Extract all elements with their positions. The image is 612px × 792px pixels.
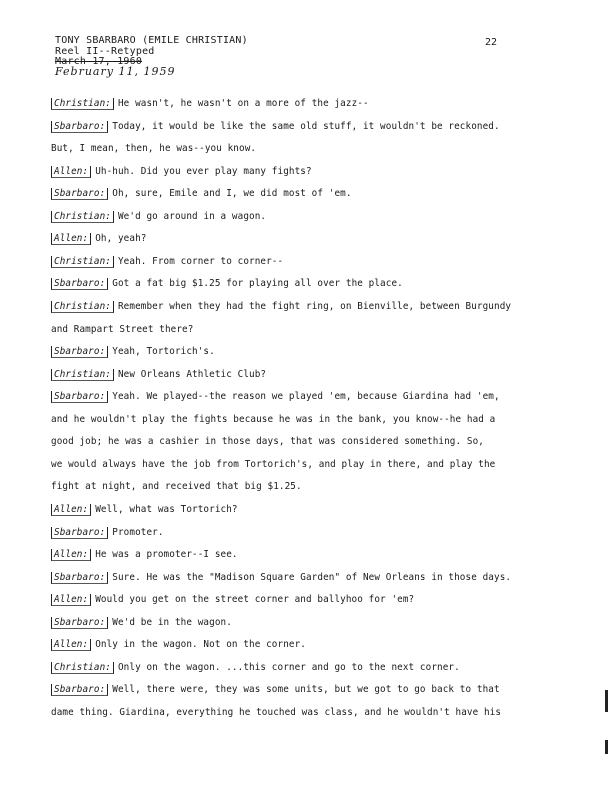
reel-label: Reel II--Retyped [55, 46, 155, 57]
transcript-line [51, 436, 484, 447]
speaker-label: Sbarbaro: [51, 572, 108, 584]
speaker-label: Allen: [51, 594, 91, 606]
line-text: We'd be in the wagon. [112, 616, 232, 628]
line-text: But, I mean, then, he was--you know. [51, 143, 257, 155]
transcript-line [51, 188, 352, 200]
margin-mark [605, 690, 608, 712]
transcript-line [51, 684, 500, 696]
transcript-line [51, 391, 500, 403]
transcript-line [51, 301, 511, 313]
line-text: Yeah. We played--the reason we played 'em, because Giardina had 'em, [112, 391, 500, 403]
transcript-line [51, 707, 501, 718]
speaker-label: Allen: [51, 233, 91, 245]
margin-mark [605, 740, 608, 754]
transcript-line [51, 324, 193, 335]
transcript-line [51, 346, 215, 358]
transcript-line [51, 639, 306, 651]
transcript-line [51, 121, 500, 133]
speaker-label: Sbarbaro: [51, 188, 108, 200]
line-text: Would you get on the street corner and ballyhoo for 'em? [95, 594, 415, 606]
transcript-line [51, 549, 238, 561]
line-text: Only on the wagon. ...this corner and go to the next corner. [117, 661, 460, 673]
speaker-label: Sbarbaro: [51, 278, 108, 290]
document-title: TONY SBARBARO (EMILE CHRISTIAN) [55, 35, 248, 46]
speaker-label: Allen: [51, 504, 91, 516]
line-text: good job; he was a cashier in those days, that was considered something. So, [51, 436, 484, 448]
line-text: fight at night, and received that big $1.25. [51, 481, 302, 493]
transcript-line [51, 594, 414, 606]
speaker-label: Allen: [51, 166, 91, 178]
line-text: we would always have the job from Tortorich's, and play in there, and play the [51, 458, 496, 470]
line-text: Promoter. [112, 526, 164, 538]
line-text: Oh, sure, Emile and I, we did most of 'em. [112, 188, 352, 200]
speaker-label: Sbarbaro: [51, 617, 108, 629]
line-text: and he wouldn't play the fights because he was in the bank, you know--he had a [51, 413, 496, 425]
transcript-line [51, 143, 256, 154]
transcript-line [51, 256, 283, 268]
line-text: Only in the wagon. Not on the corner. [95, 639, 306, 651]
speaker-label: Sbarbaro: [51, 527, 108, 539]
transcript-line [51, 278, 403, 290]
handwritten-date: February 11, 1959 [55, 65, 176, 78]
speaker-label: Allen: [51, 549, 91, 561]
transcript-line [51, 233, 146, 245]
speaker-label: Christian: [51, 211, 114, 223]
transcript-line [51, 211, 266, 223]
line-text: Yeah, Tortorich's. [112, 346, 215, 358]
transcript-line [51, 504, 238, 516]
transcript-line [51, 527, 164, 539]
transcript-line [51, 459, 495, 470]
line-text: Yeah. From corner to corner-- [117, 255, 284, 267]
line-text: and Rampart Street there? [51, 323, 194, 335]
line-text: Well, what was Tortorich? [95, 503, 238, 515]
line-text: Got a fat big $1.25 for playing all over the place. [112, 278, 403, 290]
line-text: Today, it would be like the same old stuff, it wouldn't be reckoned. [112, 120, 500, 132]
speaker-label: Christian: [51, 662, 114, 674]
transcript-line [51, 414, 495, 425]
transcript-line [51, 617, 232, 629]
line-text: Oh, yeah? [95, 233, 147, 245]
line-text: He was a promoter--I see. [95, 549, 238, 560]
line-text: He wasn't, he wasn't on a more of the jazz-- [117, 98, 369, 109]
speaker-label: Christian: [51, 301, 114, 313]
line-text: Uh-huh. Did you ever play many fights? [95, 165, 312, 177]
line-text: Well, there were, they was some units, but we got to go back to that [112, 684, 500, 696]
speaker-label: Christian: [51, 369, 114, 381]
transcript-line [51, 481, 302, 492]
speaker-label: Allen: [51, 639, 91, 651]
speaker-label: Christian: [51, 256, 114, 268]
line-text: dame thing. Giardina, everything he touched was class, and he wouldn't have his [51, 706, 502, 718]
speaker-label: Sbarbaro: [51, 346, 108, 358]
transcript-line [51, 98, 369, 110]
line-text: Sure. He was the "Madison Square Garden" of New Orleans in those days. [112, 571, 512, 583]
speaker-label: Sbarbaro: [51, 684, 108, 696]
line-text: Remember when they had the fight ring, on Bienville, between Burgundy [117, 301, 512, 312]
transcript-line [51, 369, 266, 381]
line-text: We'd go around in a wagon. [117, 210, 267, 222]
line-text: New Orleans Athletic Club? [117, 368, 267, 380]
transcript-line [51, 572, 511, 584]
speaker-label: Sbarbaro: [51, 391, 108, 403]
struck-date: March 17, 1960 [55, 56, 143, 67]
speaker-label: Sbarbaro: [51, 121, 108, 133]
page-number: 22 [485, 37, 498, 48]
transcript-line [51, 662, 460, 674]
speaker-label: Christian: [51, 98, 114, 110]
transcript-line [51, 166, 312, 178]
